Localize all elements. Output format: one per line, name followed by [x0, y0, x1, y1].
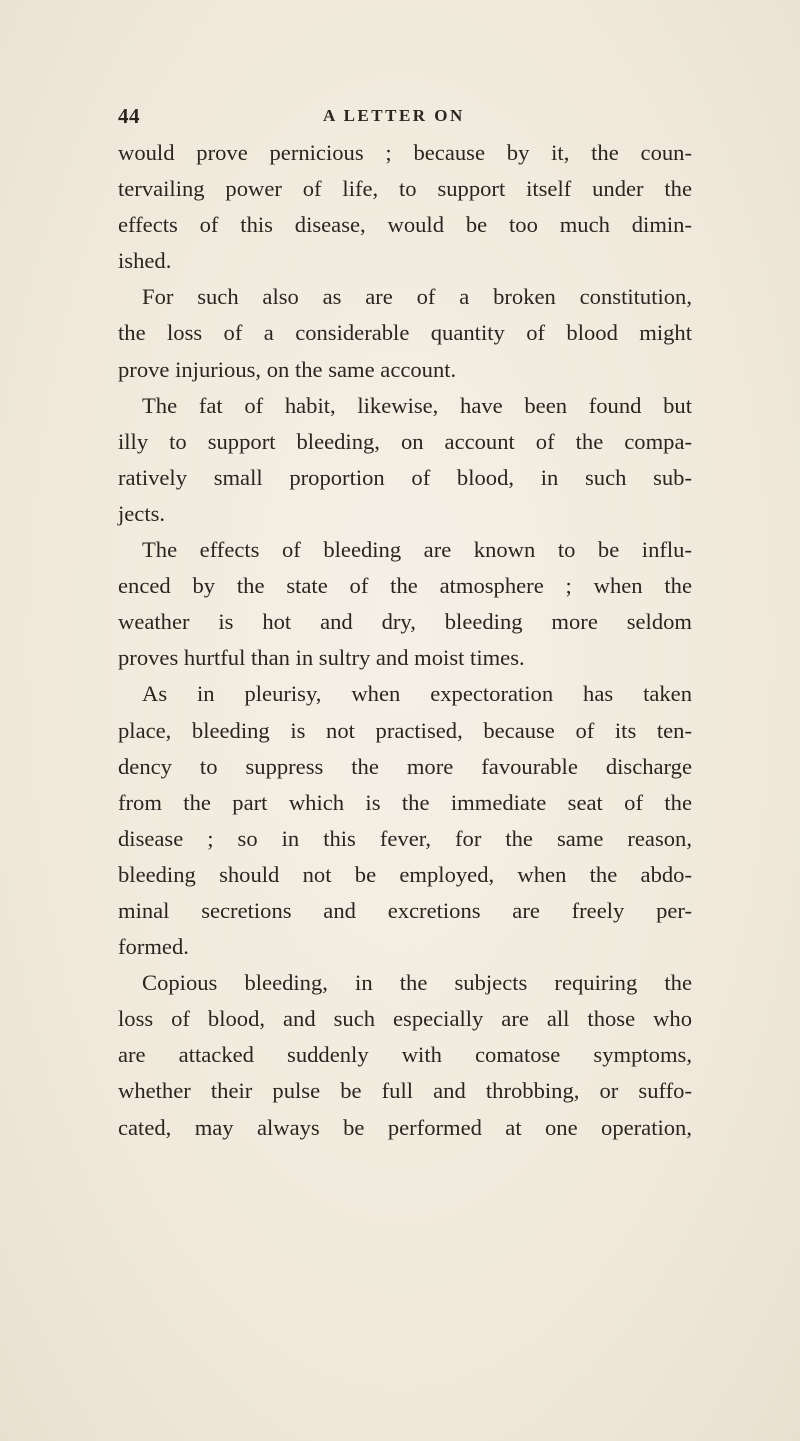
text-line: would prove pernicious ; because by it, the coun-	[118, 140, 692, 165]
text-line: For such also as are of a broken constitution,	[142, 284, 692, 310]
text-line: loss of blood, and such especially are all those who	[118, 1006, 692, 1032]
text-line: bleeding should not be employed, when the abdo-	[118, 861, 692, 887]
running-title: A LETTER ON	[323, 106, 465, 125]
text-line: prove injurious, on the same account.	[118, 356, 457, 382]
text-line: As in pleurisy, when expectoration has taken	[142, 681, 692, 707]
text-line: jects.	[118, 500, 166, 526]
text-line: enced by the state of the atmosphere ; when the	[118, 573, 692, 599]
text-line: The fat of habit, likewise, have been found but	[142, 392, 692, 418]
body-text	[118, 135, 692, 1146]
text-line: weather is hot and dry, bleeding more seldom	[118, 609, 692, 635]
text-line: are attacked suddenly with comatose symptoms,	[118, 1042, 692, 1068]
text-line: cated, may always be performed at one operation,	[118, 1114, 692, 1140]
text-line: tervailing power of life, to support itself under the	[118, 176, 692, 202]
text-line: proves hurtful than in sultry and moist times.	[118, 645, 525, 671]
text-line: formed.	[118, 934, 189, 960]
text-line: from the part which is the immediate seat of the	[118, 789, 692, 815]
page-header	[118, 104, 688, 128]
text-line: illy to support bleeding, on account of the compa-	[118, 428, 692, 454]
text-line: the loss of a considerable quantity of blood might	[118, 320, 692, 346]
text-line: effects of this disease, would be too much dimin-	[118, 212, 692, 238]
text-line: The effects of bleeding are known to be influ-	[142, 537, 692, 563]
page-number: 44	[118, 104, 140, 128]
text-line: whether their pulse be full and throbbing, or suffo-	[118, 1078, 692, 1104]
text-line: Copious bleeding, in the subjects requiring the	[142, 970, 692, 996]
text-line: ished.	[118, 248, 172, 274]
text-line: place, bleeding is not practised, because of its ten-	[118, 717, 692, 743]
text-line: minal secretions and excretions are freely per-	[118, 897, 692, 923]
text-line: dency to suppress the more favourable discharge	[118, 753, 692, 779]
text-line: ratively small proportion of blood, in such sub-	[118, 464, 692, 490]
text-line: disease ; so in this fever, for the same reason,	[118, 825, 692, 851]
